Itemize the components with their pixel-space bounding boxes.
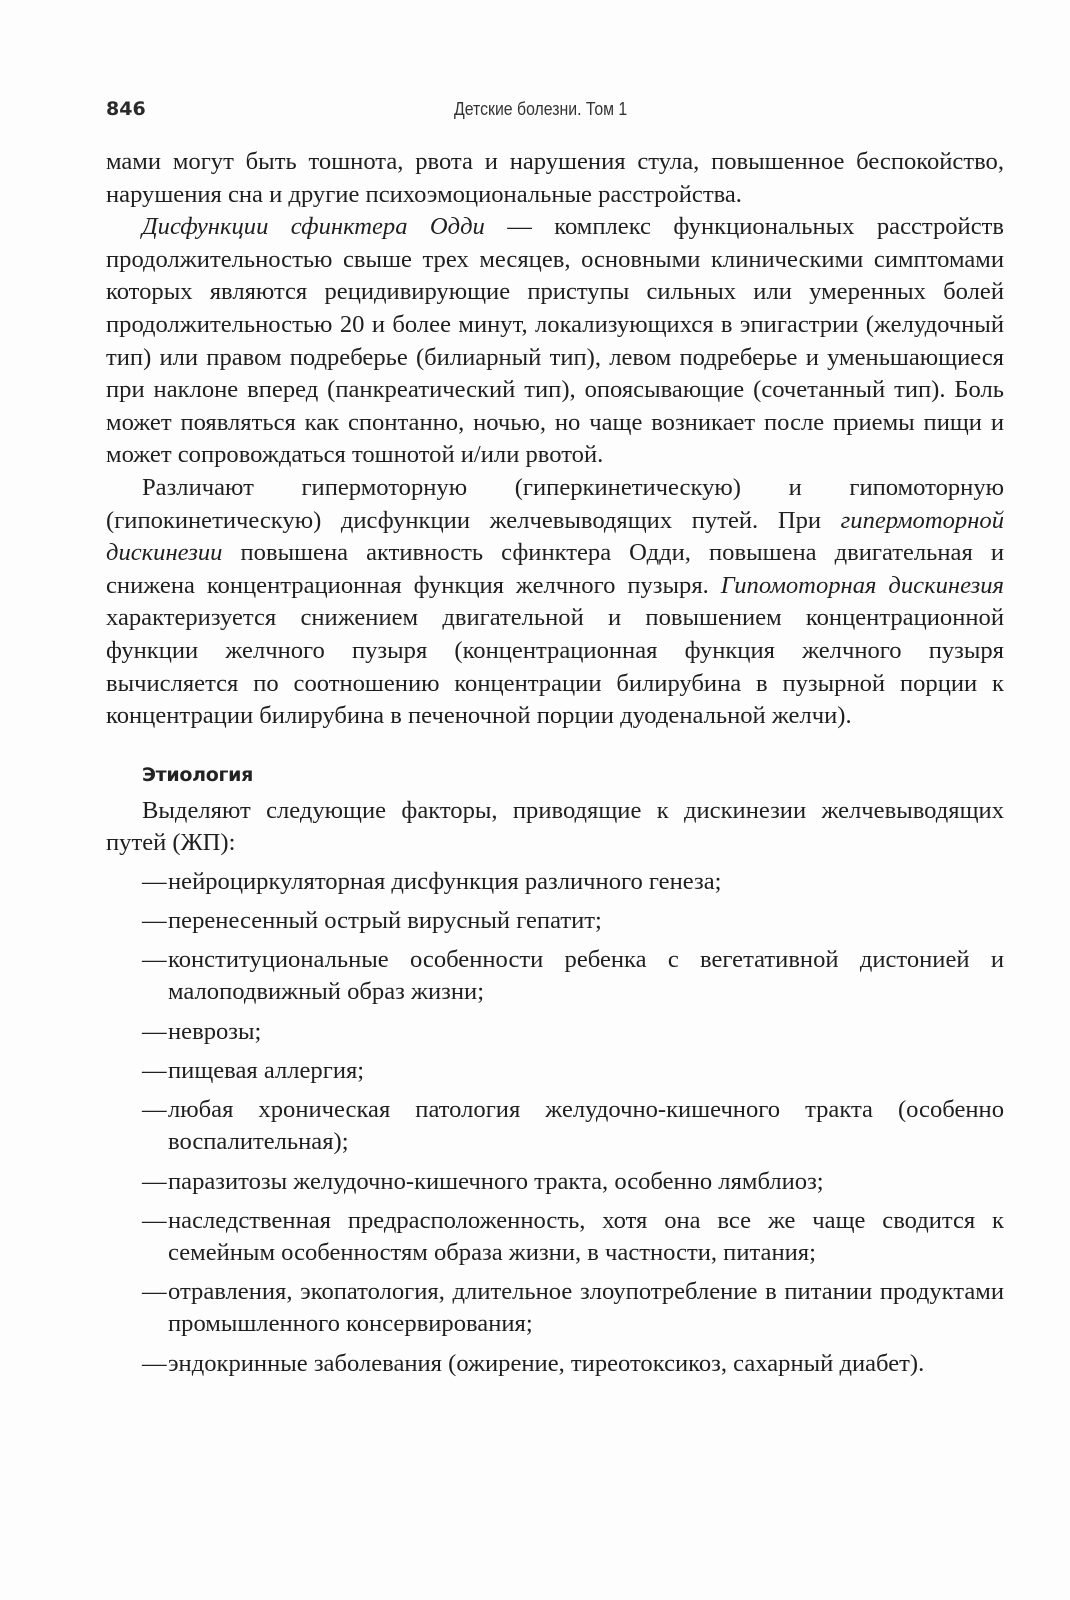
list-dash: — bbox=[142, 907, 167, 935]
list-item bbox=[106, 1205, 1004, 1269]
list-dash: — bbox=[142, 1017, 167, 1045]
list-dash: — bbox=[142, 1167, 167, 1195]
paragraph-text: повышена активность сфинктера Одди, повышена двигательная и снижена концентрационная функция желчного пузыря. bbox=[106, 539, 1004, 599]
list-item-text: отравления, экопатология, длительное злоупотребление в питании продуктами промышленного консервирования; bbox=[168, 1278, 1004, 1338]
list-item bbox=[106, 866, 1004, 898]
list-dash: — bbox=[142, 1278, 167, 1306]
list-item-text: паразитозы желудочно-кишечного тракта, особенно лямблиоз; bbox=[168, 1167, 824, 1195]
etiology-intro: Выделяют следующие факторы, приводящие к дискинезии желчевыводящих путей (ЖП): bbox=[106, 796, 1004, 857]
list-item-text: эндокринные заболевания (ожирение, тиреотоксикоз, сахарный диабет). bbox=[168, 1349, 925, 1377]
list-dash: — bbox=[142, 1096, 167, 1124]
paragraph-text: — комплекс функциональных расстройств продолжительностью свыше трех месяцев, основными клиническими симптомами которых являются рецидивирующие приступы сильных или умеренных болей продолжительностью 20 и более минут, локализующихся в эпигастрии (желудочный тип) или правом подреберье (билиарный тип), левом подреберье и уменьшающиеся при наклоне вперед (панкреатический тип), опоясывающие (сочетанный тип). Боль может появляться как спонтанно, ночью, но чаще возникает после приемы пищи и может сопровождаться тошнотой и/или рвотой. bbox=[106, 213, 1004, 469]
paragraph-text: мами могут быть тошнота, рвота и нарушения стула, повышенное беспокойство, нарушения сна и другие психоэмоциональные расстройства. bbox=[106, 148, 1004, 208]
list-item bbox=[106, 944, 1004, 1008]
paragraph-text: Различают гипермоторную (гиперкинетическую) и гипомоторную (гипокинетическую) дисфункции желчевыводящих путей. При bbox=[106, 473, 1004, 534]
page-number: 846 bbox=[106, 98, 146, 120]
list-item-text: любая хроническая патология желудочно-кишечного тракта (особенно воспалительная); bbox=[168, 1096, 1004, 1156]
list-dash: — bbox=[142, 1349, 167, 1377]
term-hypomotor-dyskinesia: Гипомоторная дискинезия bbox=[720, 571, 1004, 599]
list-item-text: нейроциркуляторная дисфункция различного генеза; bbox=[168, 867, 722, 895]
list-item bbox=[106, 1016, 1004, 1048]
term-hypermotor-dyskinesia: гипермоторной дискинезии bbox=[106, 506, 1004, 567]
list-item-text: перенесенный острый вирусный гепатит; bbox=[168, 907, 602, 935]
list-item-text: конституциональные особенности ребенка с вегетативной дистонией и малоподвижный образ жизни; bbox=[168, 946, 1004, 1006]
paragraph-dyskinesia-types bbox=[106, 472, 1004, 733]
list-item-text: неврозы; bbox=[168, 1017, 262, 1045]
etiology-factor-list bbox=[106, 866, 1004, 1380]
list-item bbox=[106, 1166, 1004, 1198]
list-dash: — bbox=[142, 1206, 167, 1234]
section-heading-etiology: Этиология bbox=[142, 763, 254, 786]
list-dash: — bbox=[142, 867, 167, 895]
list-item bbox=[106, 1276, 1004, 1340]
term-oddi-dysfunction: Дисфункции сфинктера Одди bbox=[142, 213, 485, 241]
running-title: Детские болезни. Том 1 bbox=[454, 99, 628, 119]
paragraph-text: характеризуется снижением двигательной и повышением концентрационной функции желчного пузыря (концентрационная функция желчного пузыря вычисляется по соотношению концентрации билирубина в пузырной порции к концентрации билирубина в печеночной порции дуоденальной желчи). bbox=[106, 604, 1004, 730]
list-item bbox=[106, 1348, 1004, 1380]
list-dash: — bbox=[142, 1056, 167, 1084]
list-item bbox=[106, 905, 1004, 937]
page-header bbox=[106, 98, 1006, 126]
list-dash: — bbox=[142, 946, 167, 974]
paragraph-continuation bbox=[106, 146, 1004, 211]
list-item-text: наследственная предрасположенность, хотя она все же чаще сводится к семейным особенностям образа жизни, в частности, питания; bbox=[168, 1206, 1004, 1266]
list-item bbox=[106, 1094, 1004, 1158]
list-item bbox=[106, 1055, 1004, 1087]
page-body bbox=[106, 146, 1004, 1387]
list-item-text: пищевая аллергия; bbox=[168, 1056, 365, 1084]
paragraph-oddi-dysfunction bbox=[106, 211, 1004, 472]
